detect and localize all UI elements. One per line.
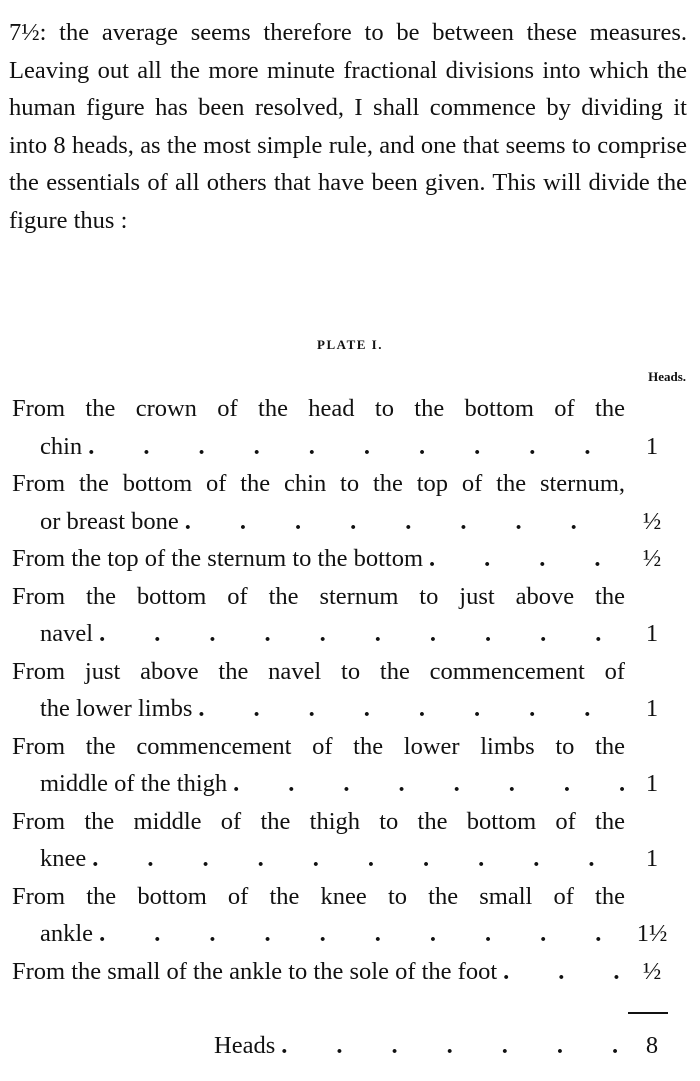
plate-title: PLATE I. (317, 337, 383, 352)
dot-leader (99, 915, 625, 953)
dot-leader (185, 503, 625, 541)
row-value: 1 (645, 432, 659, 460)
sum-rule (628, 1012, 668, 1014)
row-description-continued: middle of the thigh (40, 770, 228, 797)
table-row (0, 653, 700, 728)
dot-leader (88, 428, 625, 466)
dot-leader (233, 765, 625, 803)
row-description: From the commencement of the lower limbs to the (12, 732, 625, 760)
row-description-continued: chin (40, 432, 83, 460)
total-value: 8 (645, 1032, 659, 1059)
table-row (0, 578, 700, 653)
row-description-continued: or breast bone (40, 507, 179, 535)
row-value: ½ (642, 545, 662, 572)
row-description: From just above the navel to the commencement of (12, 657, 625, 685)
row-description: From the top of the sternum to the bottom (12, 545, 424, 572)
row-value: 1½ (636, 920, 668, 947)
row-value: 1 (645, 695, 659, 722)
row-description: From the small of the ankle to the sole of the foot (12, 957, 498, 985)
row-value: 1 (645, 620, 659, 647)
table-row (0, 540, 700, 578)
table-row (0, 728, 700, 803)
table-row (0, 953, 700, 991)
row-description: From the bottom of the sternum to just above the (12, 582, 625, 610)
table-row (0, 390, 700, 465)
table-row (0, 878, 700, 953)
row-description: From the crown of the head to the bottom of the (12, 395, 625, 422)
row-description-continued: knee (40, 845, 87, 872)
row-value: 1 (645, 770, 659, 797)
row-description-continued: navel (40, 620, 94, 647)
table-row (0, 803, 700, 878)
dot-leader (198, 690, 625, 728)
row-description-continued: ankle (40, 920, 94, 947)
heads-column-header: Heads. (648, 369, 686, 384)
dot-leader (429, 540, 625, 578)
proportions-table (0, 390, 700, 990)
intro-paragraph: 7½: the average seems therefore to be between these measures. Leaving out all the more minute fractional divisions into which the human figure has been resolved, I shall commence by dividing it into 8 heads, as the most simple rule, and one that seems to comprise the essentials of all others that have been given. This will divide the figure thus : (9, 19, 687, 234)
dot-leader (92, 840, 625, 878)
table-row (0, 465, 700, 540)
row-value: ½ (642, 957, 662, 985)
row-description: From the middle of the thigh to the bottom of the (12, 807, 625, 835)
row-value: ½ (642, 507, 662, 535)
total-label: Heads (214, 1032, 276, 1059)
dot-leader (503, 953, 625, 991)
dot-leader (281, 1027, 625, 1065)
row-description: From the bottom of the knee to the small of the (12, 882, 625, 910)
row-value: 1 (645, 845, 659, 872)
dot-leader (99, 615, 625, 653)
row-description-continued: the lower limbs (40, 695, 193, 722)
row-description: From the bottom of the chin to the top of the sternum, (12, 470, 625, 497)
